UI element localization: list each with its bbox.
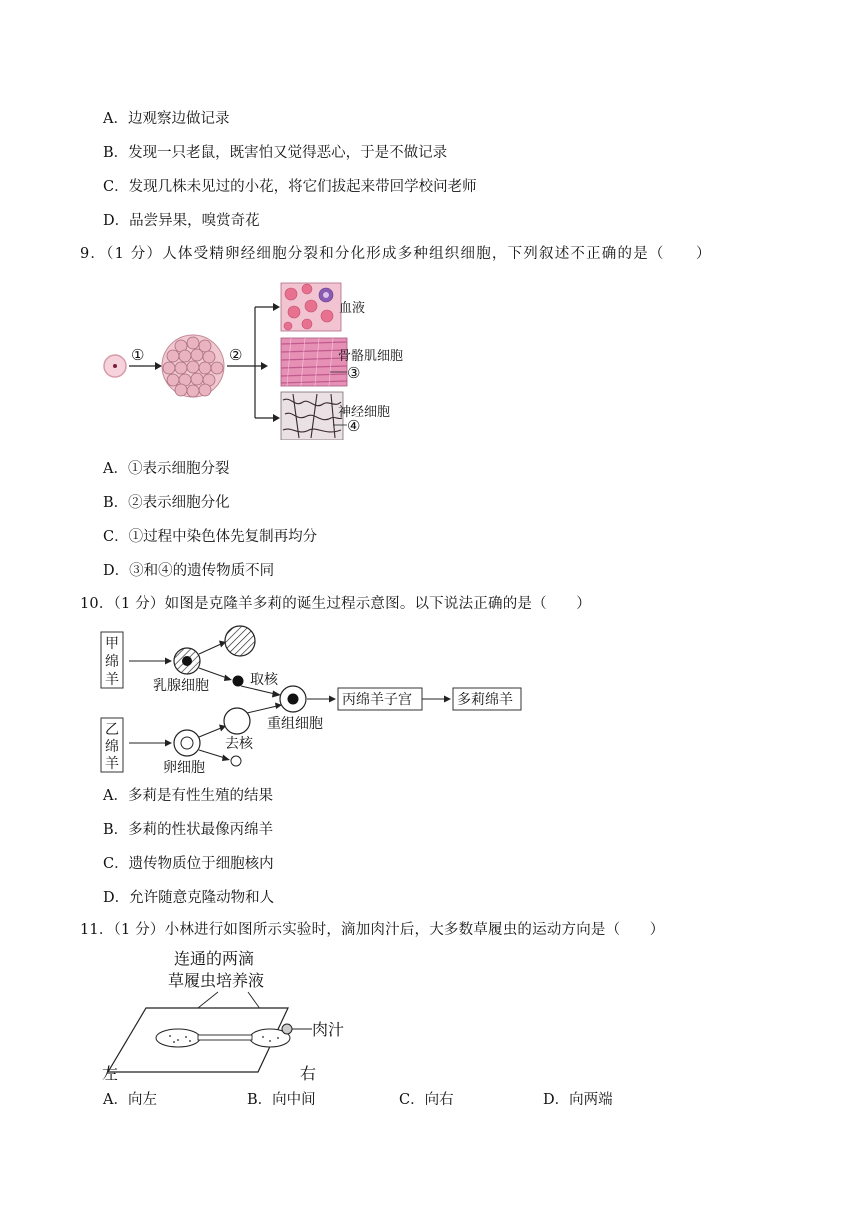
- nerve-tissue-image: [281, 392, 343, 440]
- sheep-b-char-1: 乙: [105, 722, 119, 738]
- enucleated-mammary-icon: [225, 626, 255, 656]
- left-drop-icon: [156, 1029, 200, 1047]
- q11-option-a: A．向左: [103, 1092, 157, 1108]
- egg-label: 卵细胞: [163, 760, 205, 774]
- q8-option-b: B．发现一只老鼠，既害怕又觉得恶心，于是不做记录: [103, 145, 448, 161]
- q10-option-c: C．遗传物质位于细胞核内: [103, 856, 274, 872]
- muscle-label: 骨骼肌细胞: [338, 349, 404, 364]
- q8-option-d: D．品尝异果，嗅赏奇花: [103, 213, 260, 229]
- q9-option-d: D．③和④的遗传物质不同: [103, 563, 275, 579]
- nucleus-icon: [233, 676, 244, 687]
- q11-option-b: B．向中间: [247, 1092, 316, 1108]
- q8-option-c: C．发现几株未见过的小花，将它们拔起来带回学校问老师: [103, 179, 477, 195]
- recombined-label: 重组细胞: [267, 716, 323, 732]
- q9-option-a: A．①表示细胞分裂: [103, 461, 230, 477]
- sheep-a-char-3: 羊: [105, 672, 119, 688]
- removed-nucleus-icon: [231, 756, 241, 766]
- title-line-1: 连通的两滴: [174, 949, 255, 968]
- q9-option-c: C．①过程中染色体先复制再均分: [103, 529, 318, 545]
- muscle-number: ③: [347, 364, 361, 382]
- q11-figure: [98, 944, 388, 1084]
- q10-figure: [95, 624, 535, 774]
- remove-nucleus-label: 去核: [225, 736, 253, 752]
- q9-figure: [95, 280, 415, 440]
- q9-stem: 9．（1 分）人体受精卵经细胞分裂和分化形成多种组织细胞，下列叙述不正确的是（ ）: [80, 246, 712, 262]
- meat-drop-icon: [282, 1024, 292, 1034]
- q8-option-a: A．边观察边做记录: [103, 111, 230, 127]
- q10-option-b: B．多莉的性状最像丙绵羊: [103, 822, 274, 838]
- nerve-label: 神经细胞: [338, 405, 391, 420]
- sheep-a-char-1: 甲: [105, 636, 119, 652]
- q9-option-b: B．②表示细胞分化: [103, 495, 230, 511]
- sheep-b-char-3: 羊: [105, 756, 119, 772]
- nerve-number: ④: [347, 417, 361, 435]
- q11-option-d: D．向两端: [543, 1092, 613, 1108]
- take-nucleus-label: 取核: [250, 672, 278, 688]
- cell-mass-icon: [162, 335, 224, 397]
- q11-option-c: C．向右: [399, 1092, 454, 1108]
- mammary-label: 乳腺细胞: [153, 678, 209, 694]
- blood-label: 血液: [339, 301, 366, 316]
- uterus-label: 丙绵羊子宫: [342, 692, 412, 708]
- sheep-b-char-2: 绵: [105, 739, 119, 755]
- q11-stem: 11．（1 分）小林进行如图所示实验时，滴加肉汁后，大多数草履虫的运动方向是（ ）: [80, 922, 665, 938]
- q10-stem: 10．（1 分）如图是克隆羊多莉的诞生过程示意图。以下说法正确的是（ ）: [80, 596, 591, 612]
- q10-option-a: A．多莉是有性生殖的结果: [103, 788, 273, 804]
- title-line-2: 草履虫培养液: [168, 971, 265, 990]
- dolly-label: 多莉绵羊: [457, 692, 513, 708]
- step1-label: ①: [131, 346, 145, 364]
- left-label: 左: [102, 1064, 119, 1083]
- enucleated-egg-icon: [224, 708, 250, 734]
- meat-label: 肉汁: [312, 1020, 345, 1039]
- sheep-a-char-2: 绵: [105, 654, 119, 670]
- blood-tissue-image: [281, 283, 341, 331]
- q10-option-d: D．允许随意克隆动物和人: [103, 890, 275, 906]
- step2-label: ②: [229, 346, 243, 364]
- right-label: 右: [300, 1064, 317, 1083]
